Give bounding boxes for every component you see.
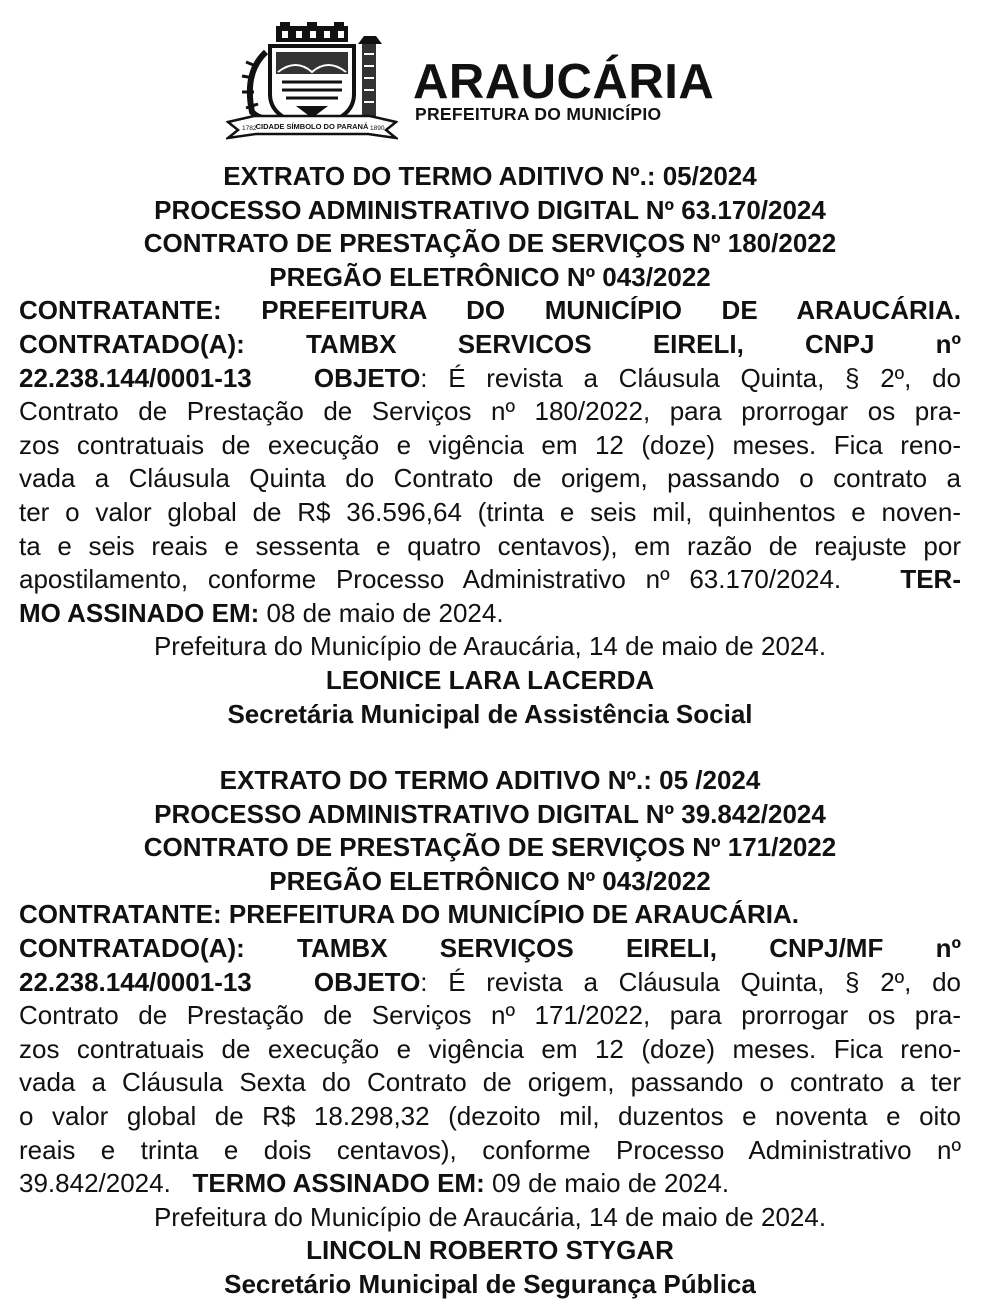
extract-1-body-line: Contrato de Prestação de Serviços nº 180/2022, para prorrogar os pra- <box>19 396 961 427</box>
extract-2-object-text: : É revista a Cláusula Quinta, § 2º, do <box>420 966 961 997</box>
crest-year-left: 1782 <box>242 125 257 132</box>
extract-1-body-line: ta e seis reais e sessenta e quatro centavos), em razão de reajuste por <box>19 530 961 561</box>
extract-1-body-text: apostilamento, conforme Processo Administrativo nº 63.170/2024. <box>19 564 842 595</box>
section-divider <box>19 731 961 764</box>
brand-subtitle: PREFEITURA DO MUNICÍPIO <box>415 104 662 124</box>
extract-2-title: EXTRATO DO TERMO ADITIVO Nº.: 05 /2024 <box>219 765 761 796</box>
extract-1-body-line: ter o valor global de R$ 36.596,64 (trinta e seis mil, quinhentos e noven- <box>19 496 961 527</box>
extract-1-contract: CONTRATO DE PRESTAÇÃO DE SERVIÇOS Nº 180/2022 <box>143 228 837 259</box>
extract-1 <box>19 160 961 731</box>
extract-2-auction: PREGÃO ELETRÔNICO Nº 043/2022 <box>269 865 711 896</box>
brand-name: ARAUCÁRIA <box>413 55 715 109</box>
extract-1-signed-label-start: TER- <box>900 564 961 595</box>
extract-1-signer: LEONICE LARA LACERDA <box>325 664 655 695</box>
extract-1-object-text: : É revista a Cláusula Quinta, § 2º, do <box>420 362 961 393</box>
extract-2-place-date: Prefeitura do Município de Araucária, 14 de maio de 2024. <box>153 1201 827 1232</box>
extract-1-object-line <box>19 362 961 396</box>
municipal-crest-icon <box>226 22 398 140</box>
extract-1-signed-date: 08 de maio de 2024. <box>259 597 504 628</box>
extract-1-signed-label: MO ASSINADO EM: <box>19 597 260 628</box>
extract-2-cnpj: 22.238.144/0001-13 <box>19 966 252 997</box>
extract-1-signed-line <box>19 597 961 631</box>
extract-2-object-line <box>19 966 961 1000</box>
extract-1-contracted-line: CONTRATADO(A): TAMBX SERVICOS EIRELI, CNPJ nº <box>19 328 961 359</box>
extract-2-signer: LINCOLN ROBERTO STYGAR <box>306 1235 674 1266</box>
extract-2-process: PROCESSO ADMINISTRATIVO DIGITAL Nº 39.842/2024 <box>154 798 826 829</box>
extract-2-object-label: OBJETO <box>313 966 421 997</box>
crest-year-right: 1890 <box>370 125 385 132</box>
extract-1-process: PROCESSO ADMINISTRATIVO DIGITAL Nº 63.170/2024 <box>154 194 826 225</box>
brand-logo <box>413 55 715 124</box>
extract-1-body-line <box>19 563 961 597</box>
extract-2-body-text: 39.842/2024. <box>19 1168 171 1199</box>
extract-1-place-date: Prefeitura do Município de Araucária, 14 de maio de 2024. <box>153 631 827 662</box>
extract-1-signer-role: Secretária Municipal de Assistência Social <box>227 698 753 729</box>
extract-2 <box>19 764 961 1302</box>
extract-2-contracted-line: CONTRATADO(A): TAMBX SERVIÇOS EIRELI, CNPJ/MF nº <box>19 933 961 964</box>
document-body <box>19 160 961 1302</box>
extract-1-body-line: zos contratuais de execução e vigência em 12 (doze) meses. Fica reno- <box>19 429 961 460</box>
extract-1-contractor-line: CONTRATANTE: PREFEITURA DO MUNICÍPIO DE ARAUCÁRIA. <box>19 295 961 326</box>
extract-2-contractor-line: CONTRATANTE: PREFEITURA DO MUNICÍPIO DE ARAUCÁRIA. <box>19 899 799 930</box>
extract-1-title: EXTRATO DO TERMO ADITIVO Nº.: 05/2024 <box>223 161 757 191</box>
extract-2-body-line: o valor global de R$ 18.298,32 (dezoito mil, duzentos e noventa e oito <box>19 1101 961 1132</box>
extract-2-signed-line <box>19 1167 961 1201</box>
extract-1-body-line: vada a Cláusula Quinta do Contrato de origem, passando o contrato a <box>19 463 961 494</box>
extract-2-body-line: reais e trinta e dois centavos), conforme Processo Administrativo nº <box>19 1134 961 1165</box>
crest-motto: CIDADE SÍMBOLO DO PARANÁ <box>255 122 369 131</box>
extract-2-signer-role: Secretário Municipal de Segurança Pública <box>224 1269 756 1299</box>
extract-2-body-line: Contrato de Prestação de Serviços nº 171/2022, para prorrogar os pra- <box>19 1000 961 1031</box>
extract-2-signed-label: TERMO ASSINADO EM: <box>192 1168 485 1199</box>
extract-2-contract: CONTRATO DE PRESTAÇÃO DE SERVIÇOS Nº 171/2022 <box>143 832 837 863</box>
page-header <box>0 22 988 142</box>
extract-2-signed-date: 09 de maio de 2024. <box>484 1168 730 1199</box>
extract-2-body-line: zos contratuais de execução e vigência em 12 (doze) meses. Fica reno- <box>19 1033 961 1064</box>
extract-1-object-label: OBJETO <box>313 362 421 393</box>
extract-1-auction: PREGÃO ELETRÔNICO Nº 043/2022 <box>269 261 711 292</box>
extract-1-cnpj: 22.238.144/0001-13 <box>19 362 252 393</box>
extract-2-body-line: vada a Cláusula Sexta do Contrato de origem, passando o contrato a ter <box>19 1067 961 1098</box>
